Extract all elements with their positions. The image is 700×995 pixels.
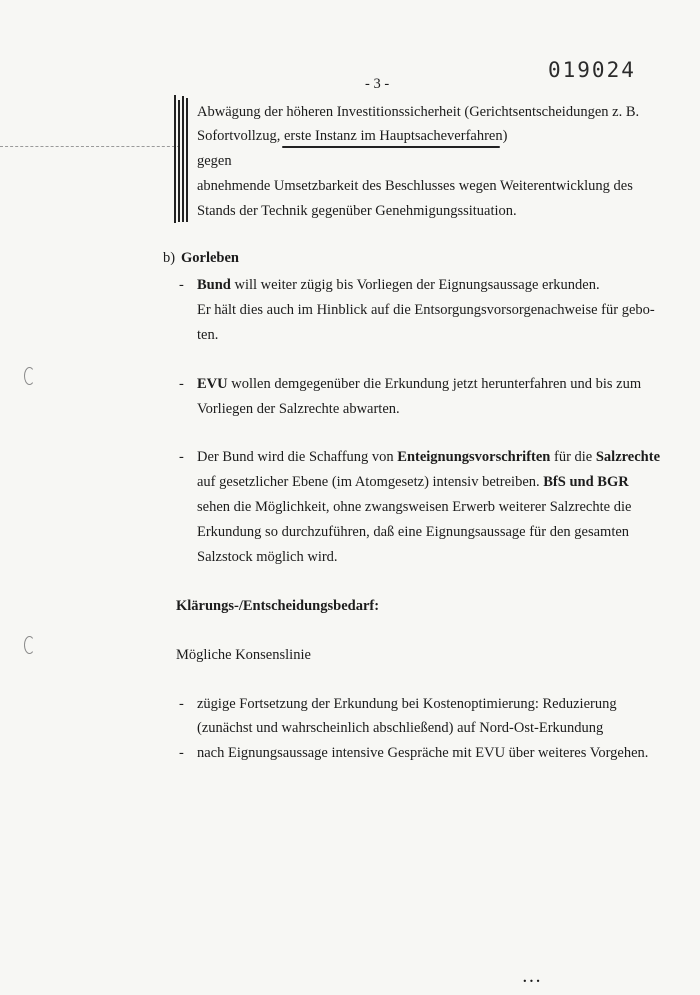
list-item-line [197,447,660,467]
page-number: - 3 - [365,76,390,92]
bullet-dash: - [179,745,184,761]
text-span: wollen demgegenüber die Erkundung jetzt herunterfahren und bis zum [227,376,642,392]
clarification-subheading: Mögliche Konsenslinie [176,647,311,663]
paragraph-line: Sofortvollzug, erste Instanz im Hauptsacheverfahren) [197,128,508,144]
paragraph-line: Stands der Technik gegenüber Genehmigungssituation. [197,203,517,219]
bold-term: Bund [197,277,231,293]
list-item-line: Erkundung so durchzuführen, daß eine Eignungsaussage für den gesamten [197,524,630,540]
paragraph-line: Abwägung der höheren Investitionssicherheit (Gerichtsentscheidungen z. B. [197,104,640,120]
section-title: Gorleben [181,250,239,266]
clarification-heading: Klärungs-/Entscheidungsbedarf: [176,598,380,614]
bullet-dash: - [179,277,184,293]
continuation-dots: ... [523,970,543,986]
margin-mark [186,98,188,222]
text-span: auf gesetzlicher Ebene (im Atomgesetz) intensiv betreiben. [197,474,544,490]
list-item-line [197,275,600,295]
margin-mark [178,100,180,222]
bold-term: Salzrechte [595,449,661,465]
list-item-line: ten. [197,327,219,343]
bullet-dash: - [179,449,184,465]
text-span: für die [550,449,596,465]
text-span: Der Bund wird die Schaffung von [197,449,398,465]
paragraph-line: gegen [197,153,232,169]
list-item-line: nach Eignungsaussage intensive Gespräche mit EVU über weiteres Vorgehen. [197,745,649,761]
bullet-dash: - [179,376,184,392]
list-item-line: Salzstock möglich wird. [197,549,338,565]
document-stamp-number: 019024 [548,58,636,82]
list-item-line: Er hält dies auch im Hinblick auf die Entsorgungsvorsorgenachweise für gebo- [197,302,655,318]
margin-mark [182,96,184,222]
list-item-line [197,472,629,492]
bullet-dash: - [179,696,184,712]
list-item-line [197,374,641,394]
punch-hole-bottom [24,636,35,654]
handwritten-underline [282,146,500,148]
list-item-line: Vorliegen der Salzrechte abwarten. [197,401,400,417]
margin-mark [174,95,176,223]
list-item-line: zügige Fortsetzung der Erkundung bei Kostenoptimierung: Reduzierung [197,696,617,712]
bold-term: BfS und BGR [543,474,629,490]
bold-term: EVU [197,376,228,392]
section-label: b) [163,250,176,266]
text-span: will weiter zügig bis Vorliegen der Eignungsaussage erkunden. [230,277,600,293]
paragraph-line: abnehmende Umsetzbarkeit des Beschlusses wegen Weiterentwicklung des [197,178,633,194]
bold-term: Enteignungsvorschriften [397,449,551,465]
scan-line [0,146,180,147]
punch-hole-top [24,367,35,385]
list-item-line: (zunächst und wahrscheinlich abschließend) auf Nord-Ost-Erkundung [197,720,604,736]
list-item-line: sehen die Möglichkeit, ohne zwangsweisen Erwerb weiterer Salzrechte die [197,499,632,515]
